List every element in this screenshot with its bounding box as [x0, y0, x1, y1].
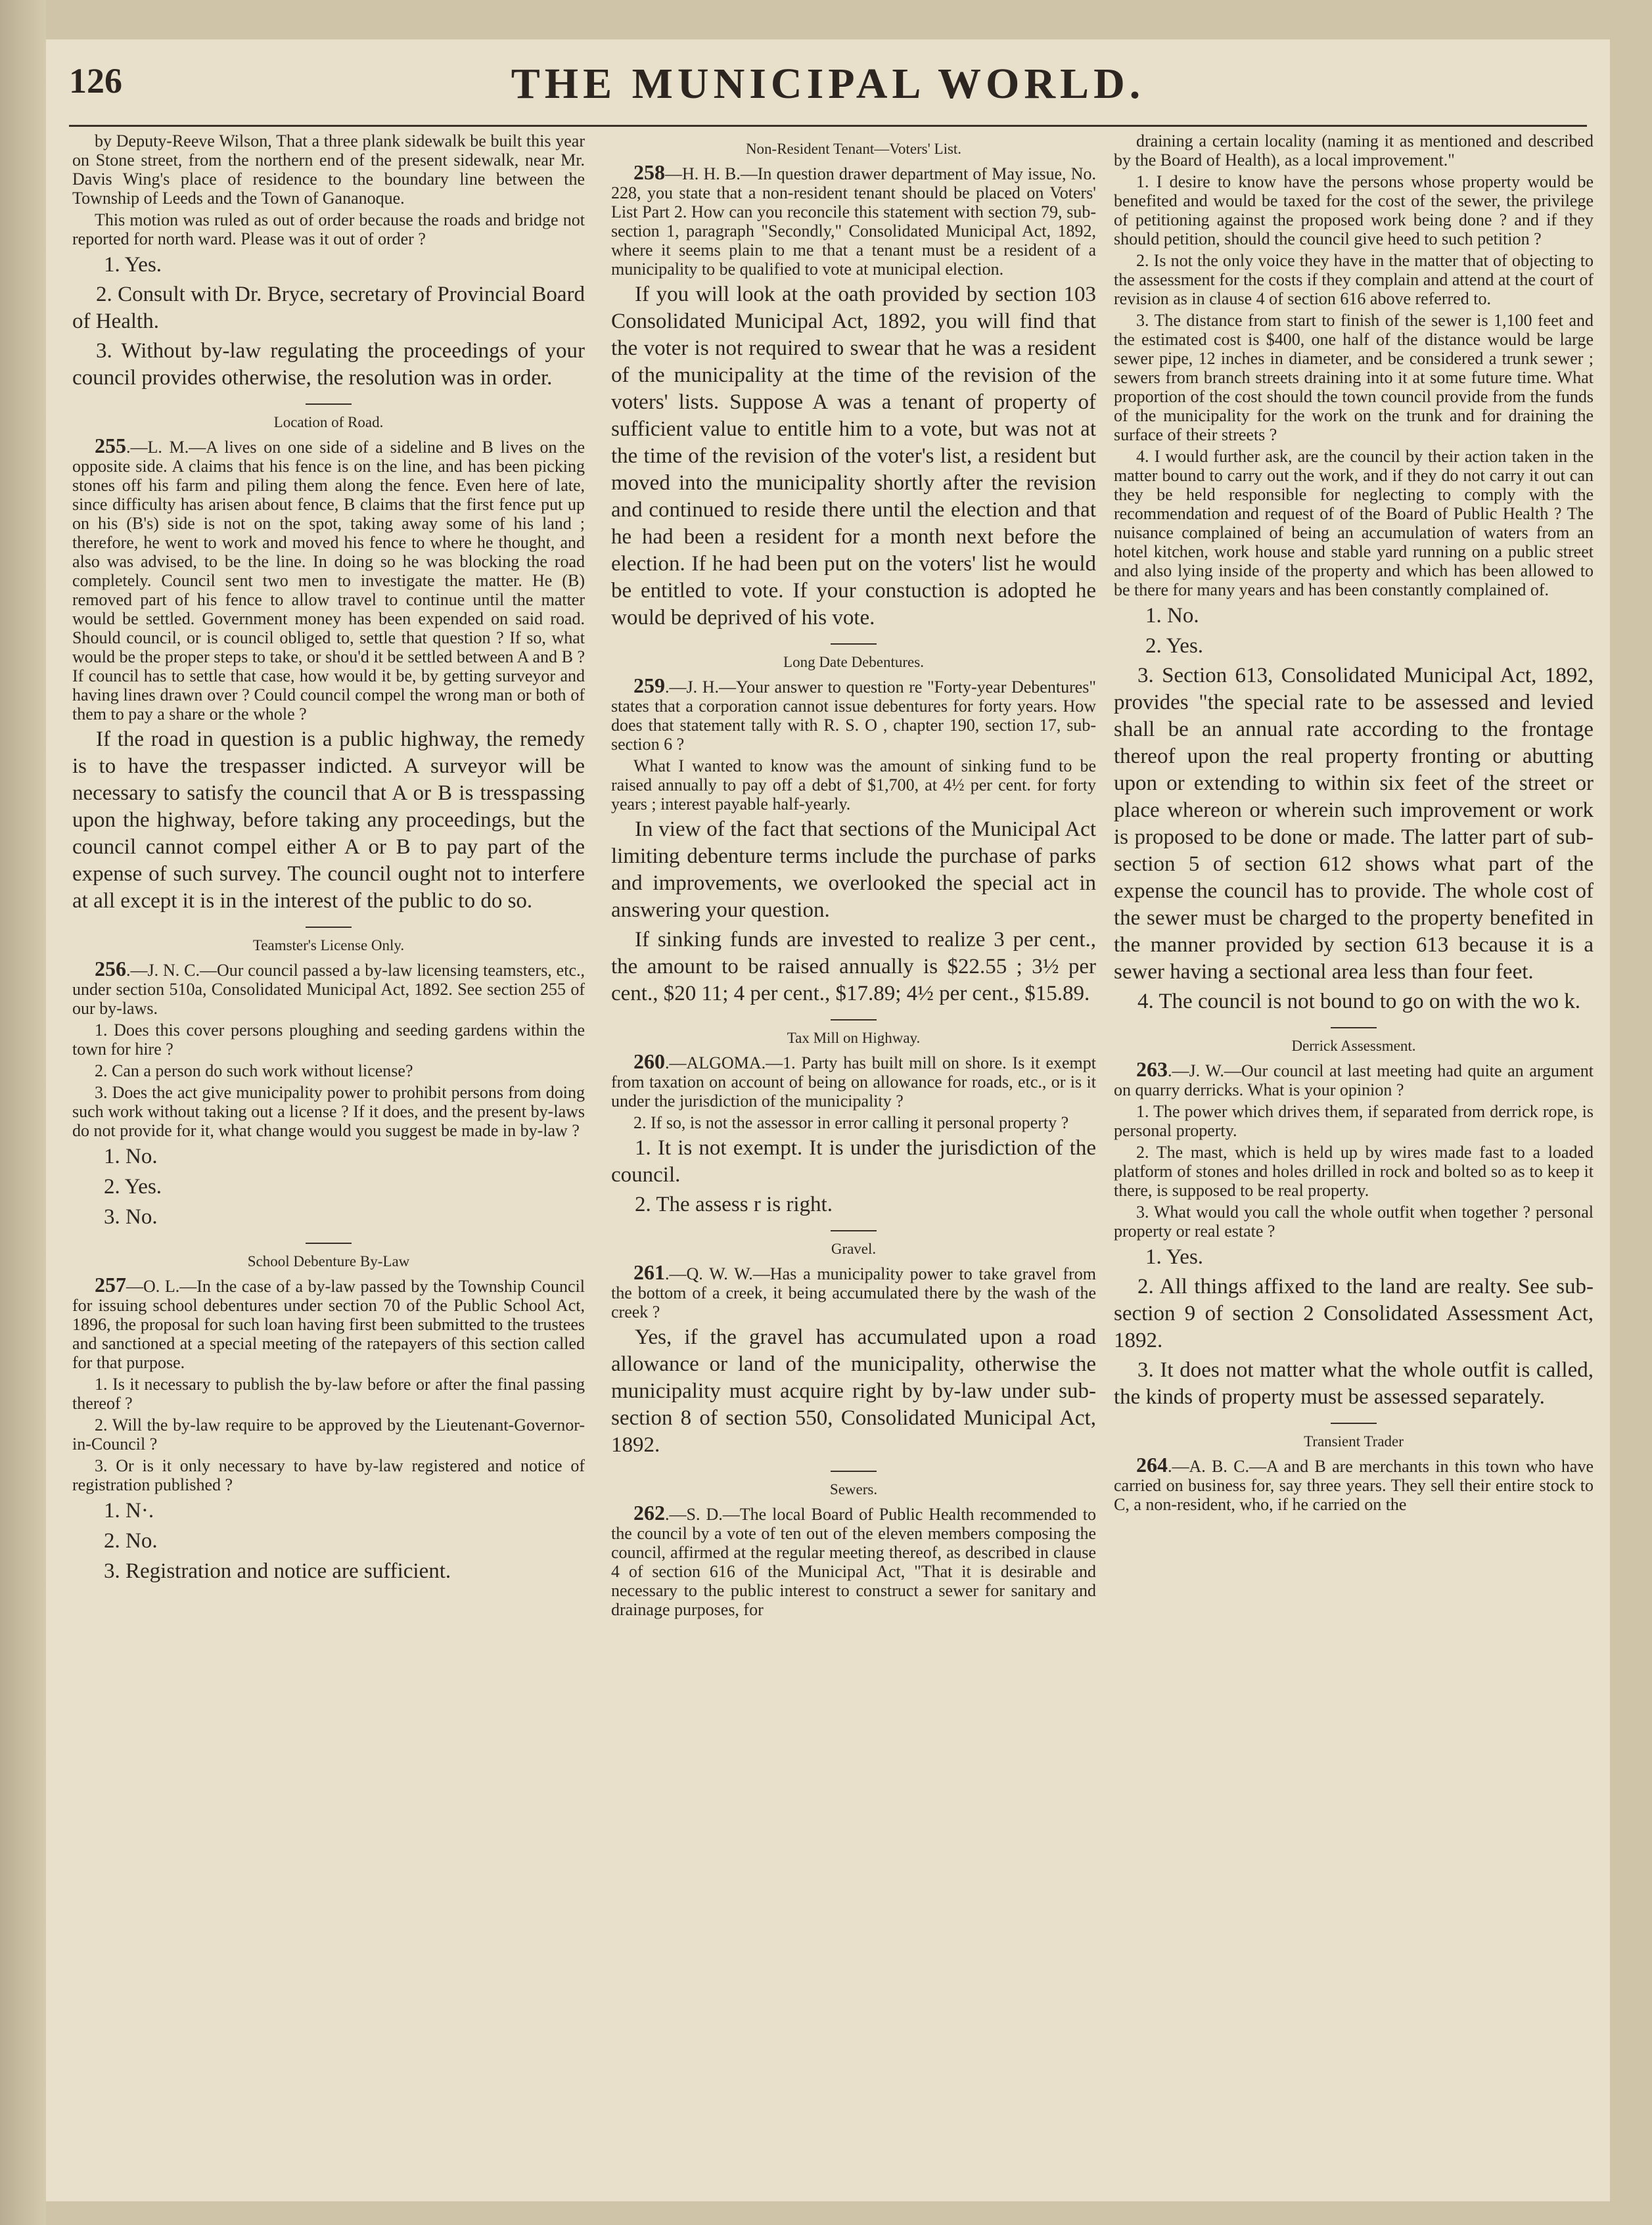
question-body: —O. L.—In the case of a by-law passed by the Township Council for issuing school debentures under section 70 of the Public School Act, 1896, the proposal for such loan having first been submitted to the trustees and sanctioned at a special meeting of the ratepayers of this section called for that purpose.: [72, 1277, 585, 1372]
question-text: by Deputy-Reeve Wilson, That a three plank sidewalk be built this year on Stone street, from the northern end of the present sidewalk, near Mr. Davis Wing's place of residence to the boundary line between the Township of Leeds and the Town of Gananoque.: [72, 131, 585, 208]
answer-text: If sinking funds are invested to realize 3 per cent., the amount to be raised annually is $22.55 ; 3½ per cent., $20 11; 4 per cent., $17.89; 4½ per cent., $15.89.: [611, 928, 1096, 1005]
section-heading: Transient Trader: [1304, 1433, 1404, 1450]
question-text: This motion was ruled as out of order because the roads and bridge not reported for north ward. Please was it out of order ?: [72, 210, 585, 248]
separator: [306, 1243, 352, 1244]
answer-item: 1. Yes.: [104, 253, 162, 277]
answer-text: In view of the fact that sections of the Municipal Act limiting debenture terms include the purchase of parks and improvements, we overlooked the special act in answering your question.: [611, 817, 1096, 922]
question-text: [611, 1260, 1096, 1321]
answer-text: If the road in question is a public highway, the remedy is to have the trespasser indicted. A surveyor will be necessary to satisfy the council that A or B is tresspassing upon the highway, before taking any proceedings, but the council cannot compel either A or B to pay part of the expense of such survey. The council ought not to interfere at all except it is in the interest of the public to do so.: [72, 727, 585, 913]
question-item: 1. The power which drives them, if separated from derrick rope, is personal property.: [1114, 1102, 1594, 1140]
answer-text: If you will look at the oath provided by section 103 Consolidated Municipal Act, 1892, you will find that the voter is not required to swear that he was a resident of the municipality at the time of the revision of the voters' lists. Suppose A was a tenant of property of sufficient value to entitle him to a vote, but was not at the time of the revision of the voter's list, a resident but moved into the municipality shortly after the revision and continued to reside there until the election and that he had been a resident for a month next before the election. If he had been put on the voters' list he would be entitled to vote. If your constuction is adopted he would be deprived of his vote.: [611, 283, 1096, 630]
page-header: [69, 60, 1587, 113]
question-item: 1. I desire to know have the persons whose property would be benefited and would be taxed for the cost of the sewer, the privilege of petitioning against the proposed work being done ? and if they should petition, should the council give heed to such petition ?: [1114, 172, 1594, 248]
answer-text: Yes, if the gravel has accumulated upon a road allowance or land of the municipality, otherwise the municipality must acquire right by by-law under sub-section 8 of section 550, Consolidated Municipal Act, 1892.: [611, 1325, 1096, 1457]
answer-item: 2. Consult with Dr. Bryce, secretary of Provincial Board of Health.: [72, 283, 585, 333]
question-number: 264: [1136, 1453, 1168, 1477]
answer-item: 2. The assess r is right.: [635, 1193, 833, 1216]
question-body: .—J. N. C.—Our council passed a by-law licensing teamsters, etc., under section 510a, Consolidated Municipal Act, 1892. See section 255 of our by-laws.: [72, 961, 585, 1018]
section-heading: Tax Mill on Highway.: [787, 1030, 921, 1046]
question-text: draining a certain locality (naming it as mentioned and described by the Board of Health), as a local improvement.": [1114, 131, 1594, 170]
question-body: .—J. W.—Our council at last meeting had quite an argument on quarry derricks. What is your opinion ?: [1114, 1061, 1594, 1099]
question-number: 263: [1136, 1057, 1168, 1081]
answer-item: 2. Yes.: [104, 1175, 162, 1199]
question-number: 256: [95, 957, 126, 980]
question-item: 3. Does the act give municipality power to prohibit persons from doing such work without taking out a license ? If it does, and the present by-laws do not provide for it, what change would you suggest be made in by-law ?: [72, 1083, 585, 1140]
question-text: [72, 436, 585, 723]
question-text: [1114, 1057, 1594, 1099]
question-text: [611, 1503, 1096, 1619]
section-heading: Derrick Assessment.: [1291, 1038, 1416, 1054]
question-item: 3. What would you call the whole outfit when together ? personal property or real estate ?: [1114, 1203, 1594, 1241]
question-number: 260: [633, 1049, 665, 1073]
section-heading: Sewers.: [829, 1481, 878, 1498]
question-body: —H. H. B.—In question drawer department of May issue, No. 228, you state that a non-resident tenant should be placed on Voters' List Part 2. How can you reconcile this statement with section 79, sub-section 1, paragraph "Secondly," Consolidated Municipal Act, 1892, where it seems plain to me that a tenant must be a resident of a municipality to be qualified to vote at municipal election.: [611, 164, 1096, 279]
question-item: 2. Is not the only voice they have in the matter that of objecting to the assessment for the costs if they complain and attend at the court of revision as in clause 4 of section 616 above referred to.: [1114, 251, 1594, 308]
question-number: 258: [633, 160, 665, 184]
column-3: [1114, 131, 1594, 2195]
question-item: 1. Does this cover persons ploughing and seeding gardens within the town for hire ?: [72, 1021, 585, 1059]
answer-item: 4. The council is not bound to go on with the wo k.: [1137, 990, 1581, 1013]
separator: [831, 643, 877, 645]
question-body: .—Q. W. W.—Has a municipality power to take gravel from the bottom of a creek, it being accumulated there by the wash of the creek ?: [611, 1264, 1096, 1321]
answer-item: 2. Yes.: [1145, 634, 1204, 658]
question-text: [72, 1275, 585, 1372]
question-text: [611, 1049, 1096, 1111]
section-heading: Teamster's License Only.: [252, 937, 405, 953]
section-heading: Gravel.: [831, 1241, 877, 1257]
question-number: 261: [633, 1260, 665, 1284]
header-rule: [69, 125, 1587, 127]
question-item: 1. Is it necessary to publish the by-law before or after the final passing thereof ?: [72, 1375, 585, 1413]
separator: [306, 927, 352, 928]
separator: [831, 1471, 877, 1472]
answer-item: 3. It does not matter what the whole outfit is called, the kinds of property must be assessed separately.: [1114, 1358, 1594, 1409]
section-heading: Long Date Debentures.: [783, 654, 924, 670]
question-number: 262: [633, 1501, 665, 1525]
answer-item: 1. N·.: [104, 1499, 154, 1523]
separator: [831, 1230, 877, 1231]
question-item: 2. Can a person do such work without license?: [95, 1061, 413, 1080]
column-2: [611, 131, 1096, 2195]
question-item: 2. The mast, which is held up by wires made fast to a loaded platform of stones and holes drilled in rock and bolted so as to keep it there, is supposed to be real property.: [1114, 1143, 1594, 1200]
question-item: 2. If so, is not the assessor in error calling it personal property ?: [633, 1113, 1069, 1132]
section-heading: School Debenture By-Law: [247, 1253, 410, 1270]
question-item: 3. The distance from start to finish of the sewer is 1,100 feet and the estimated cost is $400, one half of the distance would be large sewer pipe, 12 inches in diameter, and be considered a trunk sewer ; sewers from branch streets draining into it at some future time. What proportion of the cost should the town council provide from the funds of the municipality for the work on the trunk and for draining the surface of their streets ?: [1114, 311, 1594, 444]
question-item: 3. Or is it only necessary to have by-law registered and notice of registration published ?: [72, 1456, 585, 1494]
publication-title: THE MUNICIPAL WORLD.: [511, 60, 1145, 108]
question-body: .—A. B. C.—A and B are merchants in this town who have carried on business for, say three years. They sell their entire stock to C, a non-resident, who, if he carried on the: [1114, 1457, 1594, 1514]
question-number: 257: [95, 1273, 126, 1296]
column-1: [72, 131, 585, 2195]
separator: [1331, 1027, 1377, 1028]
answer-item: 1. Yes.: [1145, 1245, 1204, 1269]
separator: [306, 403, 352, 405]
answer-item: 3. Registration and notice are sufficient.: [104, 1559, 451, 1583]
question-body: .—L. M.—A lives on one side of a sideline and B lives on the opposite side. A claims that his fence is on the line, and has been picking stones off his farm and piling them along the fence. Even here of late, since difficulty has arisen about fence, B claims that the first fence put up on his (B's) side is not on the spot, taking away some of his land ; therefore, he went to work and moved his fence to where he thought, and also was advised, to be the line. In doing so he was blocking the road completely. Council sent two men to investigate the matter. He (B) removed part of his fence to allow travel to continue until the matter would be settled. Government money has been expended on said road. Should council, or is council obliged to, settle that question ? If so, what would be the proper steps to take, or shou'd it be settled between A and B ? If council has to settle that case, how would it be, by getting surveyor and having lines drawn over ? Could council compel the wrong man or both of them to pay a share or the whole ?: [72, 438, 585, 723]
answer-item: 1. No.: [1145, 604, 1199, 628]
question-text: [611, 676, 1096, 754]
question-item: 4. I would further ask, are the council by their action taken in the matter bound to carry out the work, and if they do not carry it out can they be held responsible for neglecting to comply with the recommendation and request of of the Board of Public Health ? The nuisance complained of being an accumulation of waters from an hotel kitchen, work house and stable yard running on a public street and also lying inside of the property and which has been allowed to be there for many years and has been constantly complained of.: [1114, 447, 1594, 599]
page-binding: [0, 0, 46, 2225]
question-item: 2. Will the by-law require to be approved by the Lieutenant-Governor-in-Council ?: [72, 1415, 585, 1454]
answer-item: 2. All things affixed to the land are realty. See sub-section 9 of section 2 Consolidated Assessment Act, 1892.: [1114, 1275, 1594, 1352]
question-text: [611, 160, 1096, 279]
question-item: What I wanted to know was the amount of sinking fund to be raised annually to pay off a debt of $1,700, at 4½ per cent. for forty years ; interest payable half-yearly.: [611, 756, 1096, 814]
page-number: 126: [69, 61, 122, 101]
section-heading: Location of Road.: [273, 414, 384, 430]
answer-item: 3. Without by-law regulating the proceedings of your council provides otherwise, the resolution was in order.: [72, 339, 585, 390]
answer-item: 1. It is not exempt. It is under the jurisdiction of the council.: [611, 1136, 1096, 1187]
question-body: .—ALGOMA.—1. Party has built mill on shore. Is it exempt from taxation on account of being on allowance for roads, etc., or is it under the jurisdiction of the municipality ?: [611, 1053, 1096, 1111]
question-text: [1114, 1453, 1594, 1514]
question-number: 255: [95, 434, 126, 457]
section-heading: Non-Resident Tenant—Voters' List.: [745, 141, 962, 157]
answer-item: 3. No.: [104, 1205, 158, 1229]
question-number: 259: [633, 674, 665, 697]
question-body: .—J. H.—Your answer to question re "Forty-year Debentures" states that a corporation cannot issue debentures for forty years. How does that statement tally with R. S. O , chapter 190, section 17, sub-section 6 ?: [611, 677, 1096, 754]
separator: [1331, 1423, 1377, 1424]
answer-text: 3. Section 613, Consolidated Municipal Act, 1892, provides "the special rate to be assessed and levied shall be an annual rate according to the frontage thereof upon the real property fronting or abutting upon or extending to within six feet of the street or place whereon or wherein such improvement or work is proposed to be done or made. The latter part of sub-section 5 of section 612 shows what part of the expense the council has to provide. The whole cost of the sewer must be charged to the property benefited in the manner provided by section 613 because it is a sewer having a sectional area less than four feet.: [1114, 664, 1594, 984]
answer-item: 1. No.: [104, 1145, 158, 1168]
separator: [831, 1019, 877, 1021]
question-text: [72, 959, 585, 1018]
question-body: .—S. D.—The local Board of Public Health recommended to the council by a vote of ten out of the eleven members composing the council, affirmed at the regular meeting thereof, as described in clause 4 of section 616 of the Municipal Act, "That it is desirable and necessary to the public interest to construct a sewer for sanitary and drainage purposes, for: [611, 1505, 1096, 1619]
answer-item: 2. No.: [104, 1529, 158, 1553]
